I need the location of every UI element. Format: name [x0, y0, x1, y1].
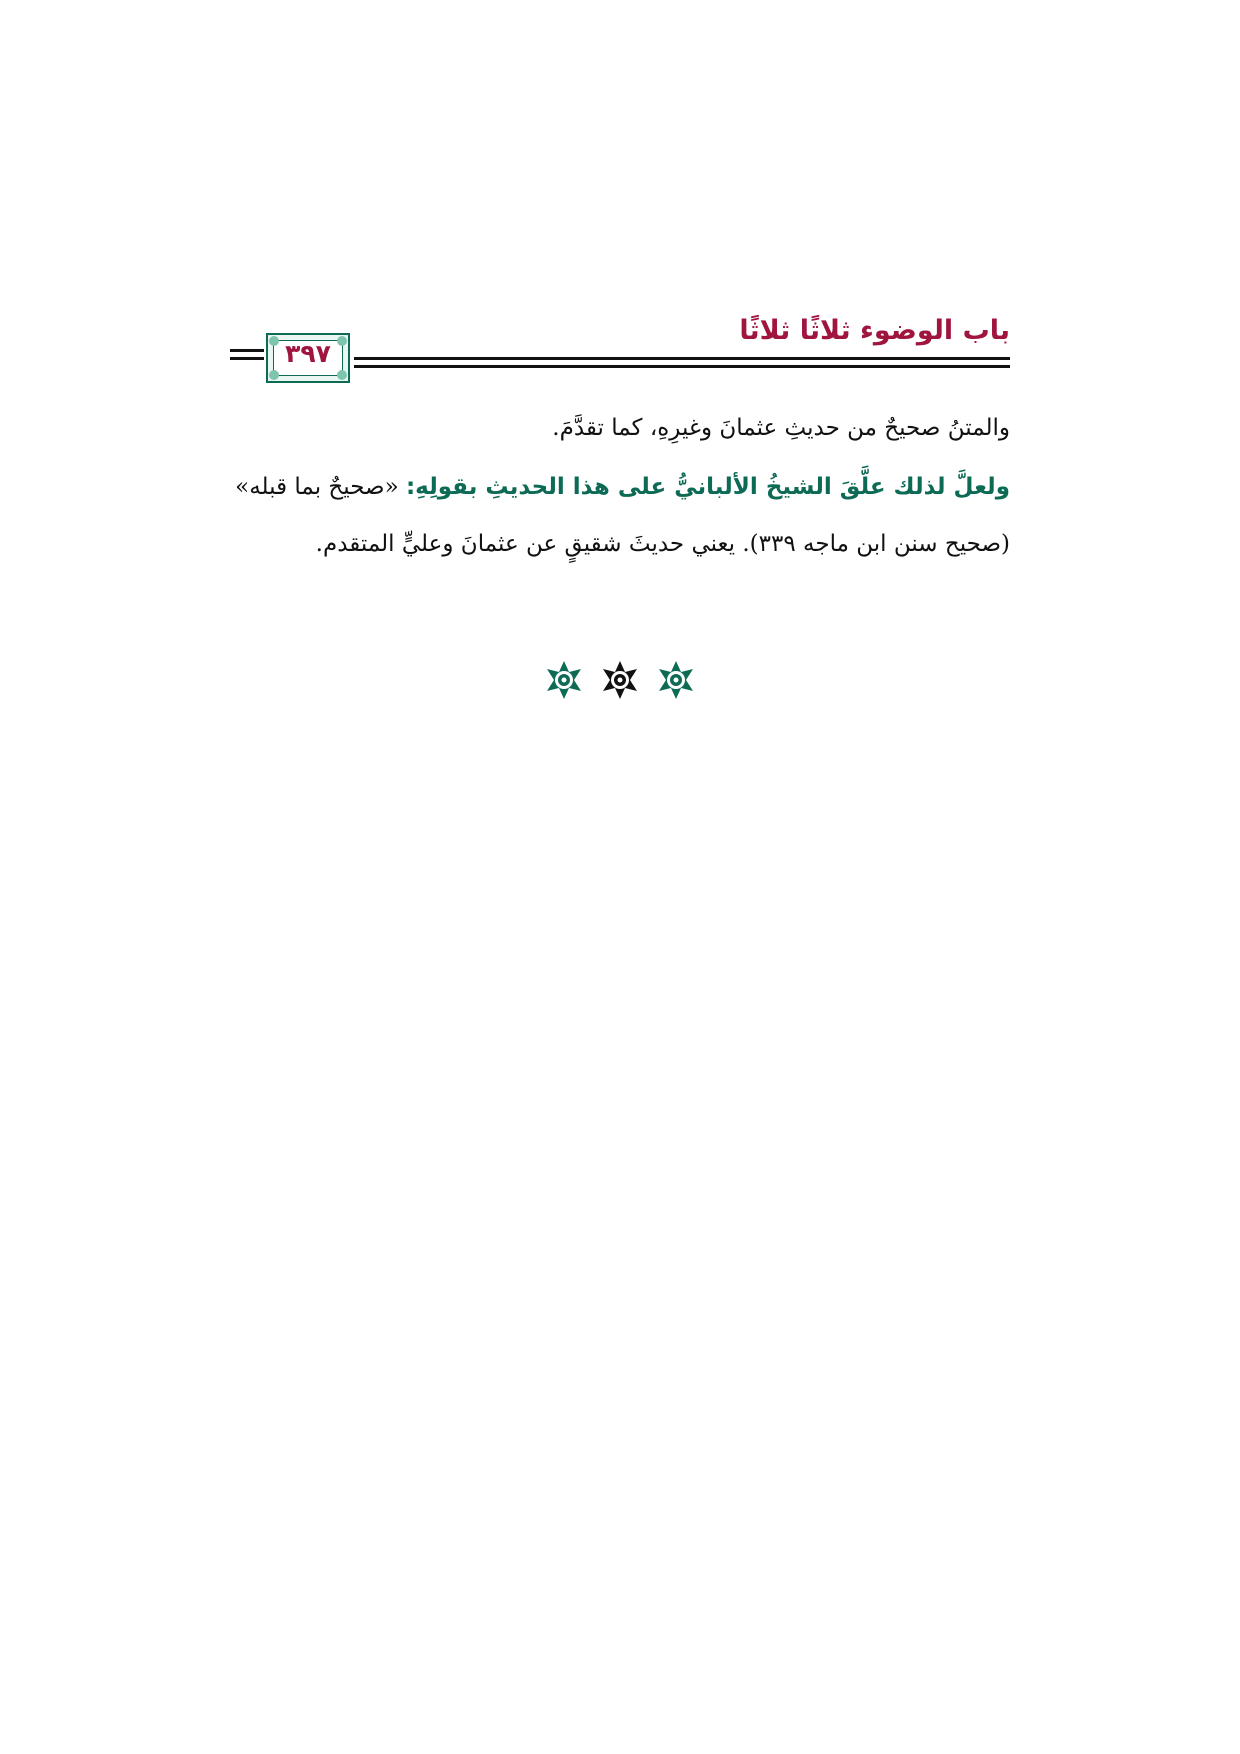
- page-header: [230, 305, 1010, 385]
- body-line-3: [230, 531, 1010, 557]
- header-rule-right-bottom: [354, 365, 1010, 368]
- reference-sentence: (صحيح سنن ابن ماجه ٣٣٩). يعني حديثَ شقيقٍ عن عثمانَ وعليٍّ المتقدم.: [315, 531, 1010, 557]
- body-line-2: [230, 474, 1010, 500]
- page-number: ٣٩٧: [285, 339, 331, 368]
- frame-corner-ornament: [337, 370, 347, 380]
- quoted-grading: «صحيحٌ بما قبله»: [235, 474, 399, 500]
- chapter-title: باب الوضوء ثلاثًا ثلاثًا: [739, 315, 1010, 346]
- flower-ornament-icon: [600, 660, 640, 700]
- header-rule-left-top: [230, 349, 264, 352]
- frame-corner-ornament: [269, 370, 279, 380]
- section-end-ornaments: [520, 660, 720, 704]
- flower-ornament-icon: [544, 660, 584, 700]
- bold-lead-phrase: ولعلَّ لذلك علَّقَ الشيخُ الألبانيُّ على هذا الحديثِ بقولِهِ:: [405, 474, 1010, 500]
- sentence-matn: والمتنُ صحيحٌ من حديثِ عثمانَ وغيرِهِ، كما تقدَّمَ.: [552, 415, 1010, 441]
- body-line-1: [230, 415, 1010, 441]
- header-rule-right-top: [354, 357, 1010, 360]
- flower-ornament-icon: [656, 660, 696, 700]
- header-rule-left-bottom: [230, 357, 264, 360]
- page-number-frame: [266, 333, 350, 383]
